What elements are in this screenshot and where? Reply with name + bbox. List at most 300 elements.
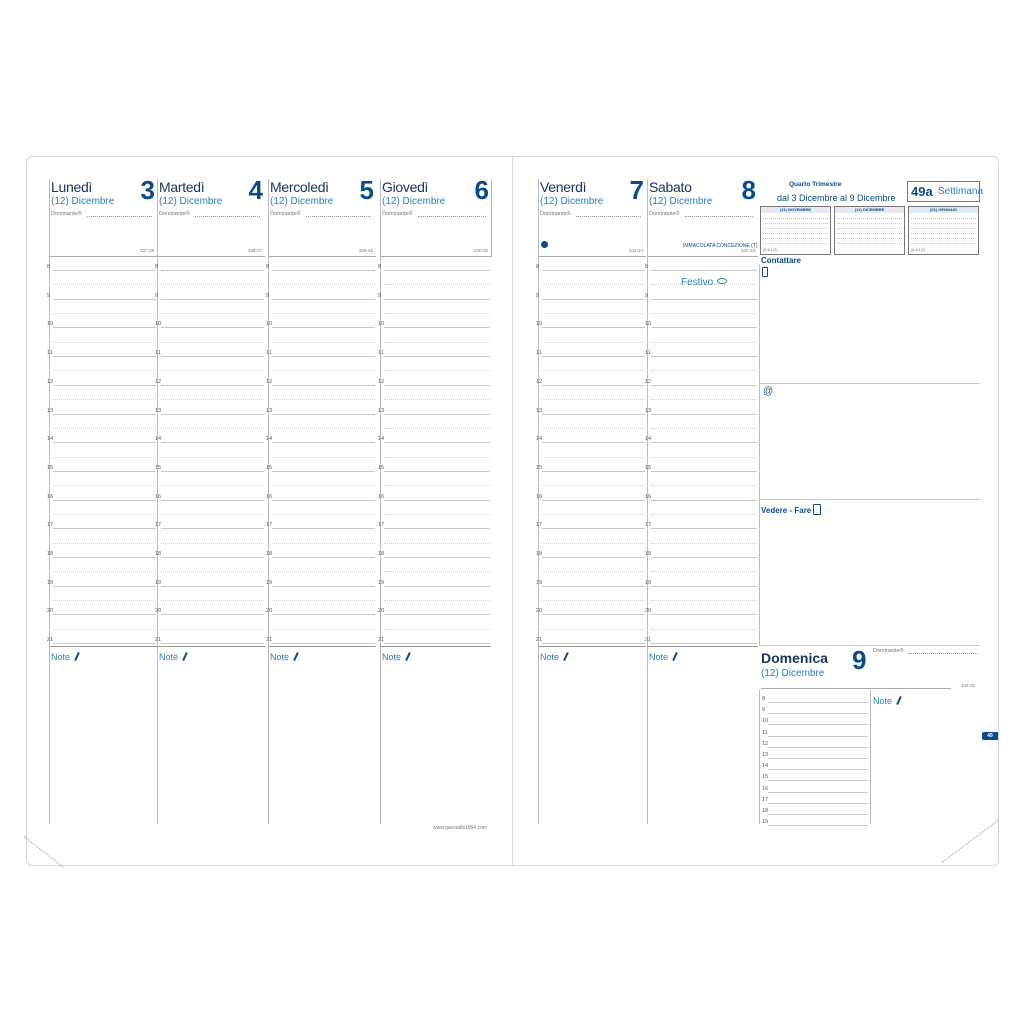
- hour-label: 19: [378, 579, 385, 586]
- note-text: Note: [540, 652, 560, 662]
- hour-line: [272, 356, 375, 357]
- hour-line: [651, 327, 757, 328]
- sunday-hour-line: [768, 724, 868, 725]
- half-hour-line: [272, 428, 375, 429]
- hour-label: 18: [155, 551, 162, 557]
- mini-calendar: [908, 206, 979, 255]
- hour-line: [53, 500, 156, 501]
- day-code: 337-28: [139, 248, 154, 253]
- hour-line: [651, 414, 757, 415]
- sunday-code: 343-22: [961, 683, 976, 688]
- hour-label: 17: [155, 522, 162, 529]
- hour-line: [161, 500, 264, 501]
- mini-calendar-title: (01) GENNAIO: [909, 207, 978, 213]
- day-name: Mercoledì: [270, 179, 329, 195]
- hour-label: 18: [536, 551, 543, 557]
- half-hour-line: [53, 600, 156, 601]
- hour-line: [272, 500, 375, 501]
- hour-line: [384, 327, 490, 328]
- hour-label: 11: [47, 350, 53, 357]
- half-hour-line: [53, 571, 156, 572]
- hour-label: 9: [266, 292, 270, 299]
- note-label: [159, 652, 186, 662]
- hour-label: 10: [155, 321, 162, 328]
- half-hour-line: [542, 457, 645, 458]
- day-number: 3: [140, 175, 155, 205]
- hour-label: 15: [536, 464, 543, 471]
- half-hour-line: [53, 457, 156, 458]
- hour-line: [651, 557, 757, 558]
- half-hour-line: [384, 457, 490, 458]
- hour-label: 16: [47, 493, 54, 500]
- header-bottom: [538, 256, 646, 257]
- hour-line: [384, 643, 490, 644]
- half-hour-line: [651, 629, 757, 630]
- hour-label: 8: [645, 264, 649, 270]
- half-hour-line: [384, 485, 490, 486]
- sunday-hour-line: [768, 803, 868, 804]
- hour-line: [53, 614, 156, 615]
- column-left-border: [268, 179, 269, 824]
- hour-label: 12: [47, 378, 54, 385]
- note-text: Note: [382, 652, 402, 662]
- sunday-hour-line: [768, 814, 868, 815]
- half-hour-line: [161, 428, 264, 429]
- hour-label: 19: [645, 579, 652, 586]
- hour-label: 8: [155, 264, 159, 270]
- dominante-line: [576, 216, 641, 217]
- hour-line: [161, 442, 264, 443]
- hour-line: [272, 442, 375, 443]
- half-hour-line: [272, 370, 375, 371]
- half-hour-line: [161, 284, 264, 285]
- dominante-line: [195, 216, 260, 217]
- day-month: (12) Dicembre: [159, 196, 223, 207]
- hour-label: 15: [645, 464, 652, 471]
- hour-label: 15: [378, 464, 385, 471]
- dominante-line: [418, 216, 486, 217]
- hour-label: 12: [378, 378, 385, 385]
- hour-label: 10: [645, 321, 652, 328]
- hour-line: [384, 356, 490, 357]
- email-icon: @: [763, 386, 774, 397]
- half-hour-line: [384, 571, 490, 572]
- note-text: Note: [649, 652, 669, 662]
- hour-label: 12: [645, 378, 652, 385]
- hour-line: [542, 270, 645, 271]
- hour-label: 20: [645, 608, 652, 615]
- hour-label: 13: [266, 407, 273, 414]
- hour-label: 10: [266, 321, 273, 328]
- hour-label: 13: [378, 407, 385, 414]
- hour-line: [651, 270, 757, 271]
- mini-calendar: [760, 206, 831, 255]
- half-hour-line: [651, 543, 757, 544]
- half-hour-line: [542, 399, 645, 400]
- hour-line: [542, 471, 645, 472]
- half-hour-line: [161, 543, 264, 544]
- hour-label: 11: [378, 350, 384, 357]
- page-tab: 49: [982, 732, 998, 740]
- sunday-month: (12) Dicembre: [761, 668, 825, 679]
- holiday-label: IMMACOLATA CONCEZIONE (T): [683, 243, 758, 249]
- hour-label: 9: [47, 292, 51, 299]
- hour-line: [384, 557, 490, 558]
- hour-line: [384, 471, 490, 472]
- half-hour-line: [384, 428, 490, 429]
- half-hour-line: [272, 485, 375, 486]
- half-hour-line: [651, 370, 757, 371]
- hour-line: [651, 500, 757, 501]
- hour-line: [542, 500, 645, 501]
- sunday-hour-label: 9: [762, 707, 766, 714]
- half-hour-line: [272, 629, 375, 630]
- sunday-hour-label: 10: [762, 718, 769, 725]
- half-hour-line: [161, 485, 264, 486]
- half-hour-line: [384, 370, 490, 371]
- half-hour-line: [542, 485, 645, 486]
- note-label: [649, 652, 676, 662]
- day-name: Sabato: [649, 179, 692, 195]
- dominante-label: Dominante®: [270, 211, 301, 217]
- hour-line: [161, 643, 264, 644]
- hour-label: 14: [47, 436, 54, 443]
- sunday-hour-line: [768, 747, 868, 748]
- half-hour-line: [272, 457, 375, 458]
- hour-label: 8: [378, 264, 382, 270]
- hour-label: 13: [155, 407, 162, 414]
- hour-label: 11: [536, 350, 542, 357]
- hour-line: [53, 299, 156, 300]
- hour-line: [161, 414, 264, 415]
- note-text: Note: [51, 652, 71, 662]
- hour-line: [53, 385, 156, 386]
- half-hour-line: [272, 514, 375, 515]
- dominante-line: [685, 216, 753, 217]
- hour-line: [651, 385, 757, 386]
- hour-label: 20: [47, 608, 54, 615]
- day-number: 4: [248, 175, 263, 205]
- hour-line: [651, 356, 757, 357]
- hour-label: 15: [266, 464, 273, 471]
- hour-label: 12: [266, 378, 273, 385]
- mini-calendar-week-row: [911, 239, 976, 244]
- hour-line: [272, 299, 375, 300]
- hour-line: [384, 500, 490, 501]
- hour-line: [651, 299, 757, 300]
- notes-divider: [268, 646, 376, 647]
- dominante-label: Dominante®: [382, 211, 413, 217]
- header-bottom: [157, 256, 265, 257]
- dominante-label: Dominante®: [649, 211, 680, 217]
- day-code: 341-24: [628, 248, 643, 253]
- mini-calendar: [834, 206, 905, 255]
- day-name: Venerdì: [540, 179, 587, 195]
- mini-calendar-footer: [837, 248, 902, 253]
- week-box: [907, 181, 984, 202]
- contact-divider: [760, 383, 980, 384]
- sunday-hour-label: 14: [762, 763, 769, 770]
- hour-line: [651, 471, 757, 472]
- side-panel-border: [759, 265, 760, 645]
- day-month: (12) Dicembre: [649, 196, 713, 207]
- half-hour-line: [384, 284, 490, 285]
- pencil-icon: [182, 652, 188, 661]
- note-label: [382, 652, 409, 662]
- mini-calendar-grid: [911, 214, 976, 247]
- hour-label: 21: [47, 637, 54, 644]
- mini-calendar-week-row: [763, 239, 828, 244]
- pencil-icon: [672, 652, 678, 661]
- half-hour-line: [542, 629, 645, 630]
- sunday-hour-line: [768, 702, 868, 703]
- half-hour-line: [384, 514, 490, 515]
- hour-line: [384, 614, 490, 615]
- hour-line: [272, 471, 375, 472]
- festivo-label: [681, 277, 727, 288]
- half-hour-line: [53, 514, 156, 515]
- sunday-hour-line: [768, 758, 868, 759]
- half-hour-line: [542, 543, 645, 544]
- hour-line: [272, 643, 375, 644]
- half-hour-line: [161, 457, 264, 458]
- hour-line: [53, 528, 156, 529]
- half-hour-line: [651, 571, 757, 572]
- half-hour-line: [161, 514, 264, 515]
- hour-label: 20: [536, 608, 543, 615]
- half-hour-line: [53, 370, 156, 371]
- half-hour-line: [384, 543, 490, 544]
- hour-line: [542, 557, 645, 558]
- hour-label: 20: [266, 608, 273, 615]
- hour-label: 21: [155, 637, 162, 644]
- hour-line: [272, 528, 375, 529]
- hour-line: [161, 586, 264, 587]
- notes-divider: [49, 646, 157, 647]
- hour-line: [161, 528, 264, 529]
- hour-line: [542, 586, 645, 587]
- hour-line: [651, 614, 757, 615]
- hour-label: 9: [645, 292, 649, 299]
- hour-label: 21: [645, 637, 652, 644]
- sunday-hour-line: [768, 825, 868, 826]
- notes-divider: [647, 646, 758, 647]
- days_right-column: [645, 175, 759, 824]
- hour-label: 14: [645, 436, 652, 443]
- hour-label: 11: [266, 350, 272, 357]
- header-bottom: [268, 256, 376, 257]
- hour-label: 21: [378, 637, 385, 644]
- notes-divider: [157, 646, 265, 647]
- day-number: 6: [474, 175, 489, 205]
- sunday-hour-line: [768, 792, 868, 793]
- half-hour-line: [53, 485, 156, 486]
- sunday-left-border: [759, 690, 760, 824]
- half-hour-line: [542, 342, 645, 343]
- eye-icon: [717, 278, 727, 284]
- hour-line: [651, 643, 757, 644]
- sunday-hour-label: 17: [762, 796, 769, 803]
- header-bottom: [49, 256, 157, 257]
- pencil-icon: [563, 652, 569, 661]
- half-hour-line: [542, 313, 645, 314]
- days_left-column: [155, 175, 266, 824]
- mini-calendar-footer: (I) 4/1 (2): [911, 248, 926, 252]
- dominante-label: Dominante®: [159, 211, 190, 217]
- note-label: [270, 652, 297, 662]
- half-hour-line: [542, 284, 645, 285]
- side-panel-bottom: [759, 645, 980, 646]
- hour-label: 8: [47, 264, 51, 270]
- hour-label: 19: [47, 579, 54, 586]
- hour-label: 12: [155, 378, 162, 385]
- hour-label: 8: [536, 264, 540, 270]
- document-icon: [813, 504, 821, 515]
- hour-line: [384, 586, 490, 587]
- hour-line: [542, 643, 645, 644]
- half-hour-line: [53, 428, 156, 429]
- hour-label: 13: [47, 407, 54, 414]
- hour-label: 11: [645, 350, 651, 357]
- hour-line: [161, 385, 264, 386]
- hour-line: [542, 299, 645, 300]
- day-number: 8: [741, 175, 756, 205]
- hour-line: [651, 586, 757, 587]
- half-hour-line: [53, 399, 156, 400]
- half-hour-line: [542, 600, 645, 601]
- half-hour-line: [651, 514, 757, 515]
- day-month: (12) Dicembre: [540, 196, 604, 207]
- pencil-icon: [293, 652, 299, 661]
- hour-line: [161, 270, 264, 271]
- half-hour-line: [272, 600, 375, 601]
- hour-line: [272, 586, 375, 587]
- hour-line: [384, 270, 490, 271]
- hour-label: 19: [536, 579, 543, 586]
- festivo-text: Festivo: [681, 277, 714, 288]
- hour-label: 14: [536, 436, 543, 443]
- half-hour-line: [384, 600, 490, 601]
- column-left-border: [647, 179, 648, 824]
- hour-label: 13: [645, 407, 652, 414]
- hour-label: 18: [47, 551, 54, 557]
- day-month: (12) Dicembre: [270, 196, 334, 207]
- half-hour-line: [272, 543, 375, 544]
- hour-label: 14: [155, 436, 162, 443]
- column-left-border: [49, 179, 50, 824]
- hour-label: 17: [645, 522, 652, 529]
- hour-line: [53, 557, 156, 558]
- column-left-border: [380, 179, 381, 824]
- notes-divider: [538, 646, 646, 647]
- mini-calendar-week-row: [837, 239, 902, 244]
- half-hour-line: [272, 284, 375, 285]
- hour-line: [53, 270, 156, 271]
- hour-label: 16: [645, 493, 652, 500]
- hour-label: 12: [536, 378, 543, 385]
- hour-line: [542, 327, 645, 328]
- sunday-dominante-line: [908, 653, 978, 654]
- notes-divider: [380, 646, 491, 647]
- sunday-number: 9: [852, 645, 867, 675]
- hour-label: 21: [536, 637, 543, 644]
- hour-line: [384, 385, 490, 386]
- hour-label: 13: [536, 407, 543, 414]
- hour-label: 17: [536, 522, 543, 529]
- day-name: Lunedì: [51, 179, 93, 195]
- half-hour-line: [161, 342, 264, 343]
- sunday-hour-label: 11: [762, 729, 768, 736]
- hour-label: 19: [266, 579, 273, 586]
- week-label: Settimana: [938, 186, 984, 197]
- contattare-label: Contattare: [761, 256, 802, 265]
- hour-line: [161, 557, 264, 558]
- hour-label: 9: [155, 292, 159, 299]
- hour-line: [53, 414, 156, 415]
- quarter-title: Quarto Trimestre: [789, 181, 842, 188]
- hour-line: [384, 442, 490, 443]
- pencil-icon: [74, 652, 80, 661]
- hour-label: 16: [536, 493, 543, 500]
- day-code: 340-25: [473, 248, 488, 253]
- week-number: 49a: [911, 184, 933, 199]
- hour-line: [542, 385, 645, 386]
- hour-line: [53, 442, 156, 443]
- days_left-column: [266, 175, 377, 824]
- half-hour-line: [542, 514, 645, 515]
- hour-line: [272, 557, 375, 558]
- sunday-hour-label: 8: [762, 696, 766, 702]
- hour-line: [161, 471, 264, 472]
- hour-line: [53, 327, 156, 328]
- hour-label: 16: [266, 493, 273, 500]
- hour-label: 15: [155, 464, 162, 471]
- hour-line: [384, 528, 490, 529]
- sunday-hour-line: [768, 736, 868, 737]
- half-hour-line: [542, 428, 645, 429]
- hour-label: 8: [266, 264, 270, 270]
- sunday-note-label: Note: [873, 696, 900, 706]
- sunday-name: Domenica: [761, 650, 828, 666]
- hour-label: 14: [266, 436, 273, 443]
- hour-line: [161, 614, 264, 615]
- sunday-hour-label: 19: [762, 819, 769, 826]
- hour-label: 16: [378, 493, 385, 500]
- half-hour-line: [53, 629, 156, 630]
- hour-line: [272, 385, 375, 386]
- hour-line: [53, 586, 156, 587]
- hour-line: [384, 414, 490, 415]
- days_left-column: [47, 175, 158, 824]
- half-hour-line: [53, 313, 156, 314]
- hour-line: [542, 356, 645, 357]
- mini-calendar-title: (11) NOVEMBRE: [761, 207, 830, 213]
- days_right-column: [536, 175, 647, 824]
- mini-calendar-title: (12) DICEMBRE: [835, 207, 904, 213]
- hour-line: [542, 414, 645, 415]
- hour-label: 19: [155, 579, 162, 586]
- hour-line: [651, 528, 757, 529]
- sunday-hour-label: 16: [762, 785, 769, 792]
- left-page-end: [491, 179, 492, 257]
- hour-line: [161, 299, 264, 300]
- note-label: [51, 652, 78, 662]
- hour-label: 17: [47, 522, 54, 529]
- half-hour-line: [161, 313, 264, 314]
- hour-line: [272, 414, 375, 415]
- half-hour-line: [651, 485, 757, 486]
- sunday-hour-line: [768, 769, 868, 770]
